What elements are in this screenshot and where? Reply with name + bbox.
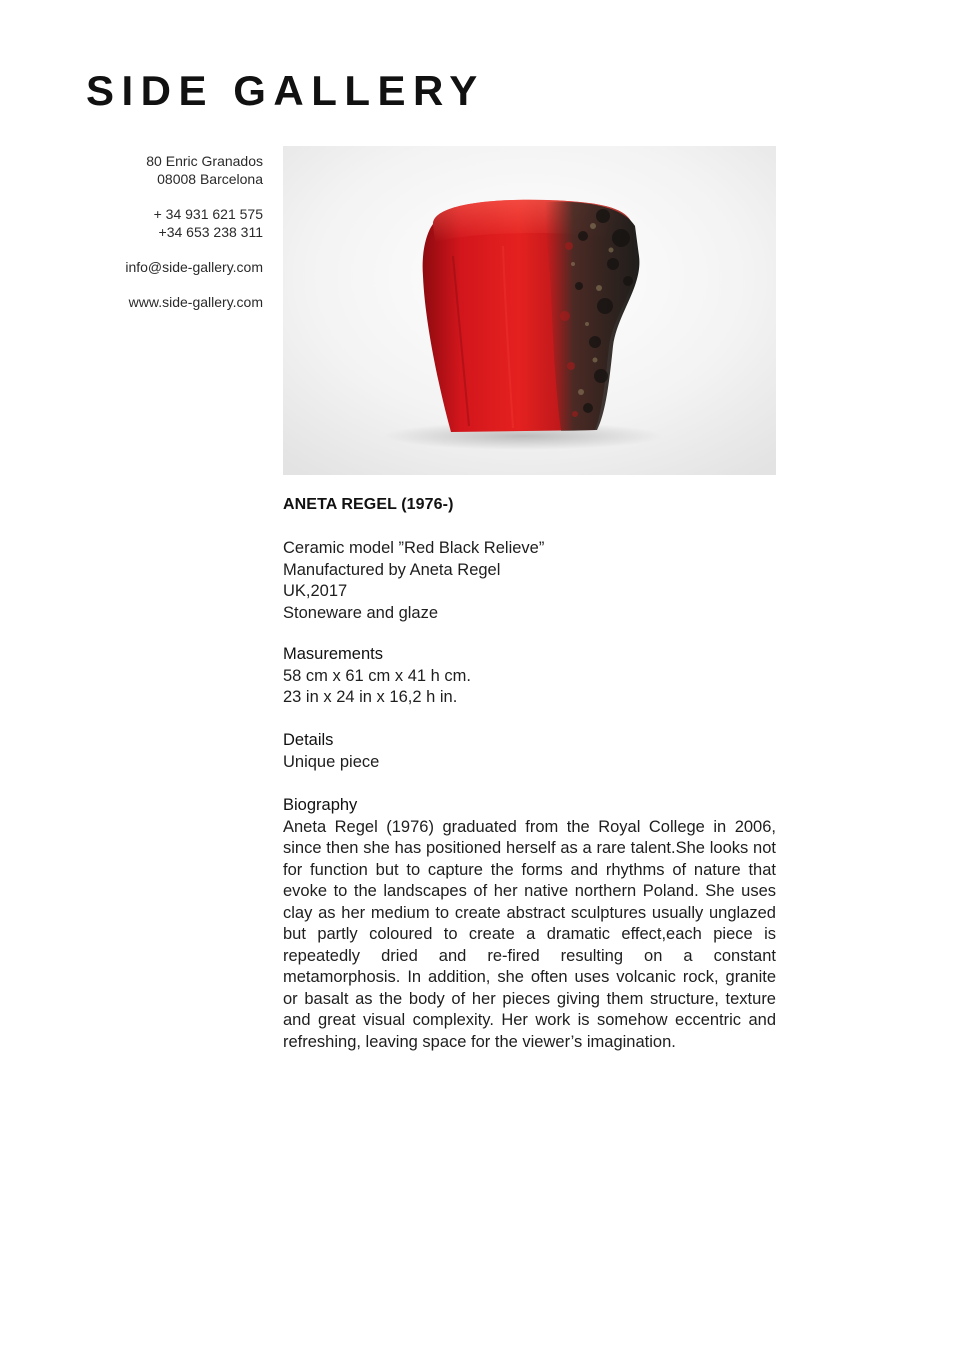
ceramic-sculpture-image <box>283 146 776 475</box>
artwork-manufacturer: Manufactured by Aneta Regel <box>283 560 501 579</box>
contact-phones <box>80 205 263 241</box>
biography-text: Aneta Regel (1976) graduated from the Royal College in 2006, since then she has positioned herself as a rare talent.She looks not for function but to capture the forms and rhythms of nature that evoke to the landscapes of her native northern Poland. She uses clay as her medium to create abstract sculptures usually unglazed but partly coloured to create a dramatic effect,each piece is repeatedly dried and re-fired resulting on a constant metamorphosis. In addition, she often uses volcanic rock, granite or basalt as the body of her pieces giving them structure, texture and great visual complexity. Her work is somehow eccentric and refreshing, leaving space for the viewer’s imagination. <box>283 817 776 1051</box>
details-section <box>283 730 776 773</box>
contact-address <box>80 152 263 188</box>
details-heading: Details <box>283 731 334 749</box>
details-text: Unique piece <box>283 752 380 771</box>
address-line-2: 08008 Barcelona <box>157 171 263 187</box>
biography-heading: Biography <box>283 796 358 814</box>
artwork-origin: UK,2017 <box>283 582 348 600</box>
artwork-materials: Stoneware and glaze <box>283 603 439 622</box>
gallery-title: SIDE GALLERY <box>86 67 485 114</box>
contact-website <box>80 293 263 311</box>
artwork-photo <box>283 146 776 475</box>
phone-line-1: + 34 931 621 575 <box>153 206 263 222</box>
address-line-1: 80 Enric Granados <box>146 153 263 169</box>
biography-section <box>283 795 776 1053</box>
contact-email <box>80 258 263 276</box>
artist-name: ANETA REGEL (1976-) <box>283 496 454 513</box>
measurements-section <box>283 644 776 709</box>
measurements-metric: 58 cm x 61 cm x 41 h cm. <box>283 666 471 685</box>
email-text: info@side-gallery.com <box>125 259 263 275</box>
measurements-imperial: 23 in x 24 in x 16,2 h in. <box>283 688 458 706</box>
artwork-model: Ceramic model ”Red Black Relieve” <box>283 539 545 557</box>
phone-line-2: +34 653 238 311 <box>158 224 263 240</box>
measurements-heading: Masurements <box>283 645 383 663</box>
artwork-info <box>283 538 776 624</box>
website-text: www.side-gallery.com <box>128 294 263 310</box>
